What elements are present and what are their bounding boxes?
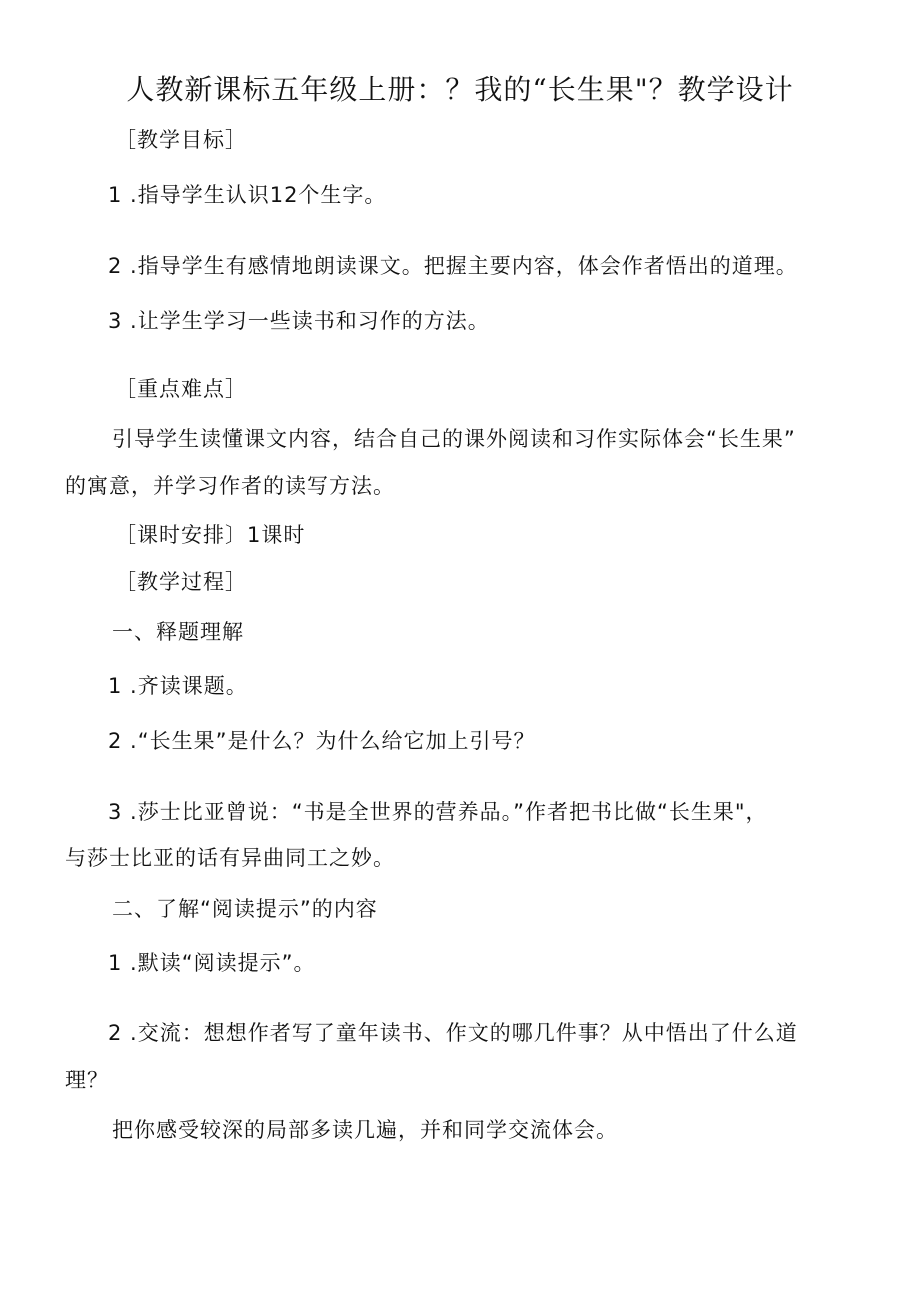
section-heading-objectives: ［教学目标］ [115, 128, 247, 152]
subsection-heading: 一、释题理解 [112, 620, 244, 644]
paragraph-line: 理？ [65, 1068, 109, 1092]
paragraph-line: 1 .齐读课题。 [108, 674, 248, 698]
paragraph-line: 3 .莎士比亚曾说：“书是全世界的营养品。”作者把书比做“长生果"， [108, 800, 768, 824]
paragraph-line: 的寓意，并学习作者的读写方法。 [65, 474, 395, 498]
paragraph-line: 2 .交流：想想作者写了童年读书、作文的哪几件事？从中悟出了什么道 [108, 1021, 798, 1045]
document-title: 人教新课标五年级上册：？我的“长生果"？教学设计 [126, 73, 794, 106]
paragraph-line: 3 .让学生学习一些读书和习作的方法。 [108, 309, 490, 333]
paragraph-line: 1 .默读“阅读提示”。 [108, 951, 316, 975]
subsection-heading: 二、了解“阅读提示”的内容 [112, 897, 378, 921]
paragraph-line: 2 .“长生果”是什么？为什么给它加上引号？ [108, 729, 536, 753]
section-heading-key-points: ［重点难点］ [115, 377, 247, 401]
paragraph-line: 1 .指导学生认识12个生字。 [108, 183, 387, 207]
section-heading-schedule: ［课时安排〕1课时 [115, 523, 306, 547]
paragraph-line: 把你感受较深的局部多读几遍，并和同学交流体会。 [112, 1118, 618, 1142]
paragraph-line: 2 .指导学生有感情地朗读课文。把握主要内容，体会作者悟出的道理。 [108, 254, 798, 278]
paragraph-line: 引导学生读懂课文内容，结合自己的课外阅读和习作实际体会“长生果” [112, 427, 796, 451]
section-heading-process: ［教学过程］ [115, 570, 247, 594]
paragraph-line: 与莎士比亚的话有异曲同工之妙。 [65, 846, 395, 870]
